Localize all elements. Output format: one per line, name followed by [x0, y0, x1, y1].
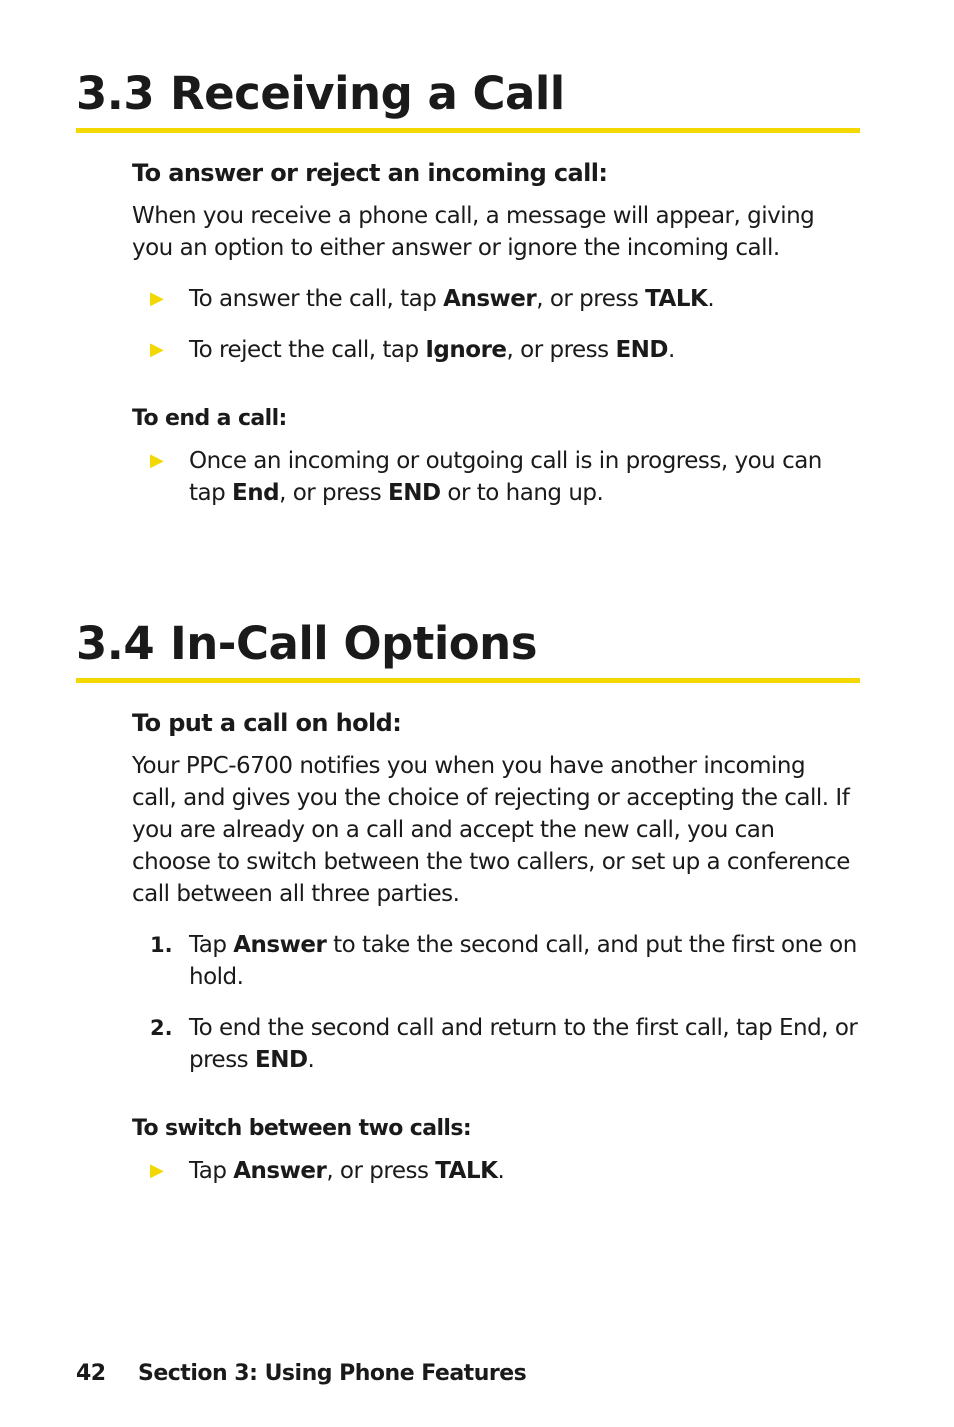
triangle-right-icon: ▶: [150, 288, 164, 309]
section-divider: [76, 678, 860, 683]
switch-calls-heading: To switch between two calls:: [132, 1116, 472, 1141]
triangle-right-icon: ▶: [150, 1160, 164, 1181]
step-number: 1.: [150, 933, 173, 957]
section-3-3-heading: [76, 67, 565, 120]
triangle-right-icon: ▶: [150, 339, 164, 360]
footer-section-label: Section 3: Using Phone Features: [138, 1361, 527, 1386]
answer-reject-paragraph: When you receive a phone call, a message will appear, giving you an option to either answer or ignore the incoming call.: [132, 203, 815, 261]
section-title: Receiving a Call: [170, 67, 565, 120]
hold-paragraph: Your PPC-6700 notifies you when you have another incoming call, and gives you the choice of rejecting or accepting the call. If you are already on a call and accept the new call, you can choose to switch between the two callers, or set up a conference call between all three parties.: [132, 753, 850, 907]
hold-heading: To put a call on hold:: [132, 709, 402, 737]
page-footer: [76, 1360, 526, 1388]
section-number: 3.4: [76, 617, 155, 670]
end-call-heading: To end a call:: [132, 406, 287, 431]
answer-reject-heading: To answer or reject an incoming call:: [132, 159, 608, 187]
section-3-4-heading: [76, 617, 538, 670]
section-title: In-Call Options: [170, 617, 538, 670]
section-number: 3.3: [76, 67, 155, 120]
section-divider: [76, 128, 860, 133]
triangle-right-icon: ▶: [150, 450, 164, 471]
step-number: 2.: [150, 1016, 173, 1040]
page-number: 42: [76, 1361, 106, 1386]
